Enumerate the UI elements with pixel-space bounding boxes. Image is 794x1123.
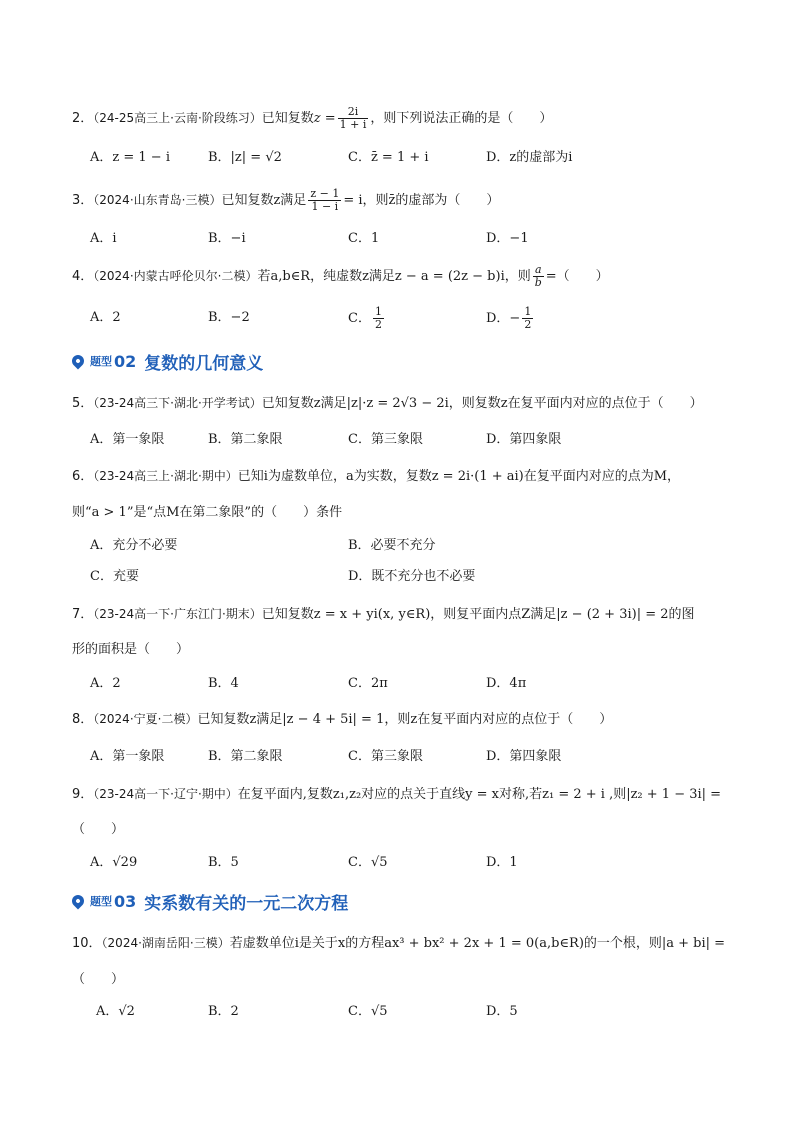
option-a: A．√29 (90, 855, 138, 870)
option-label: C． (348, 311, 371, 326)
question-number: 9． (72, 787, 94, 802)
option-a: A．第一象限 (90, 432, 165, 447)
question-text: 已知复数z = x + yi(x, y∈R)，则复平面内点Z满足|z − (2 + 3i)| = 2的图 (261, 607, 695, 622)
option-label: D．− (486, 311, 521, 326)
option-b: B．必要不充分 (348, 538, 436, 553)
question-text: 已知复数z满足|z − 4 + 5i| = 1，则z在复平面内对应的点位于（ ） (197, 712, 613, 727)
option-a: A．z = 1 − i (90, 150, 170, 165)
option-a: A．i (90, 231, 117, 246)
question-text: 在复平面内,复数z₁,z₂对应的点关于直线y = x对称,若z₁ = 2 + i ,则|z₂ + 1 − 3i| = (237, 787, 722, 802)
option-d: D．−1 (486, 231, 529, 246)
fraction (338, 106, 369, 131)
question-continuation: （ ） (72, 822, 125, 837)
option-a: A．2 (90, 676, 121, 691)
question-text: 若a,b∈R，纯虚数z满足z − a = (2z − b)i，则 (257, 269, 531, 284)
denominator: b (534, 276, 542, 289)
numerator: 1 (524, 305, 532, 318)
question-4 (72, 264, 732, 289)
option-b: B．第二象限 (208, 432, 283, 447)
option-d: D．4π (486, 676, 527, 691)
option-c: C．2π (348, 676, 388, 691)
heading-number: 02 (114, 351, 137, 371)
heading-title: 实系数有关的一元二次方程 (144, 893, 349, 914)
numerator: 2i (338, 106, 369, 119)
option-c: C．第三象限 (348, 749, 423, 764)
question-source: （23-24高三下·湖北·开学考试） (93, 396, 262, 410)
question-text: 已知复数z满足|z|·z = 2√3 − 2i，则复数z在复平面内对应的点位于（ ） (261, 396, 703, 411)
option-d: D．既不充分也不必要 (348, 569, 476, 584)
question-number: 8． (72, 712, 94, 727)
option-c (348, 306, 386, 331)
question-text: 若虚数单位i是关于x的方程ax³ + bx² + 2x + 1 = 0(a,b∈R)的一个根，则|a + bi| = (229, 936, 726, 951)
numerator: 1 (374, 305, 382, 318)
denominator: 1 − i (311, 200, 339, 213)
option-c: C．第三象限 (348, 432, 423, 447)
question-7 (72, 604, 732, 625)
question-9 (72, 784, 732, 805)
option-c: C．1 (348, 231, 380, 246)
question-text: 已知i为虚数单位，a为实数，复数z = 2i·(1 + ai)在复平面内对应的点为M， (237, 469, 681, 484)
section-heading-03 (72, 888, 348, 914)
heading-prefix: 题型 (90, 895, 112, 908)
option-b: B．|z| = √2 (208, 150, 282, 165)
heading-title: 复数的几何意义 (144, 353, 264, 374)
fraction (522, 306, 533, 331)
question-source: （23-24高三上·湖北·期中） (93, 469, 238, 483)
question-text: 已知复数 (261, 111, 314, 126)
option-d: D．第四象限 (486, 749, 562, 764)
option-c: C．√5 (348, 1004, 388, 1019)
option-b: B．4 (208, 676, 239, 691)
heading-number: 03 (114, 891, 137, 911)
question-6 (72, 466, 732, 487)
question-continuation: 则“a > 1”是“点M在第二象限”的（ ）条件 (72, 505, 343, 520)
option-a: A．充分不必要 (90, 538, 178, 553)
question-number: 4． (72, 269, 94, 284)
question-continuation: （ ） (72, 972, 125, 987)
option-d: D．第四象限 (486, 432, 562, 447)
option-d: D．5 (486, 1004, 518, 1019)
question-source: （2024·内蒙古呼伦贝尔·二模） (93, 269, 258, 283)
option-d: D．1 (486, 855, 518, 870)
question-continuation: 形的面积是（ ） (72, 642, 190, 657)
fraction (373, 306, 384, 331)
question-source: （24-25高三上·云南·阶段练习） (93, 111, 262, 125)
option-a: A．2 (90, 310, 121, 325)
denominator: 1 + i (339, 118, 367, 131)
option-c: C．充要 (90, 569, 139, 584)
question-number: 6． (72, 469, 94, 484)
question-3 (72, 188, 732, 213)
question-source: （23-24高一下·辽宁·期中） (93, 787, 238, 801)
option-a: A．√2 (96, 1004, 135, 1019)
fraction (308, 188, 341, 213)
question-source: （2024·宁夏·二模） (93, 712, 198, 726)
question-number: 3． (72, 193, 94, 208)
question-text: ，则下列说法正确的是（ ） (370, 111, 553, 126)
numerator: a (533, 264, 544, 277)
location-pin-icon (70, 353, 87, 370)
question-8 (72, 709, 732, 730)
heading-prefix: 题型 (90, 355, 112, 368)
question-5 (72, 393, 732, 414)
question-text: = i，则z̄的虚部为（ ） (343, 193, 500, 208)
denominator: 2 (524, 318, 532, 331)
option-d: D．z的虚部为i (486, 150, 573, 165)
fraction (533, 264, 544, 289)
question-10 (72, 933, 732, 954)
option-b: B．−2 (208, 310, 250, 325)
option-c: C．√5 (348, 855, 388, 870)
question-number: 10． (72, 936, 102, 951)
question-text: =（ ） (545, 269, 609, 284)
option-b: B．2 (208, 1004, 239, 1019)
denominator: 2 (374, 318, 382, 331)
option-a: A．第一象限 (90, 749, 165, 764)
option-c: C．z̄ = 1 + i (348, 150, 429, 165)
question-2 (72, 106, 732, 131)
formula: z = (313, 111, 336, 126)
option-b: B．第二象限 (208, 749, 283, 764)
question-number: 2． (72, 111, 94, 126)
location-pin-icon (70, 893, 87, 910)
question-source: （2024·湖南岳阳·三模） (101, 936, 230, 950)
numerator: z − 1 (310, 187, 340, 200)
question-source: （23-24高一下·广东江门·期末） (93, 607, 262, 621)
question-text: 已知复数z满足 (221, 193, 307, 208)
option-b: B．5 (208, 855, 239, 870)
option-b: B．−i (208, 231, 246, 246)
question-number: 7． (72, 607, 94, 622)
question-source: （2024·山东青岛·三模） (93, 193, 222, 207)
question-number: 5． (72, 396, 94, 411)
section-heading-02 (72, 348, 263, 374)
option-d (486, 306, 535, 331)
